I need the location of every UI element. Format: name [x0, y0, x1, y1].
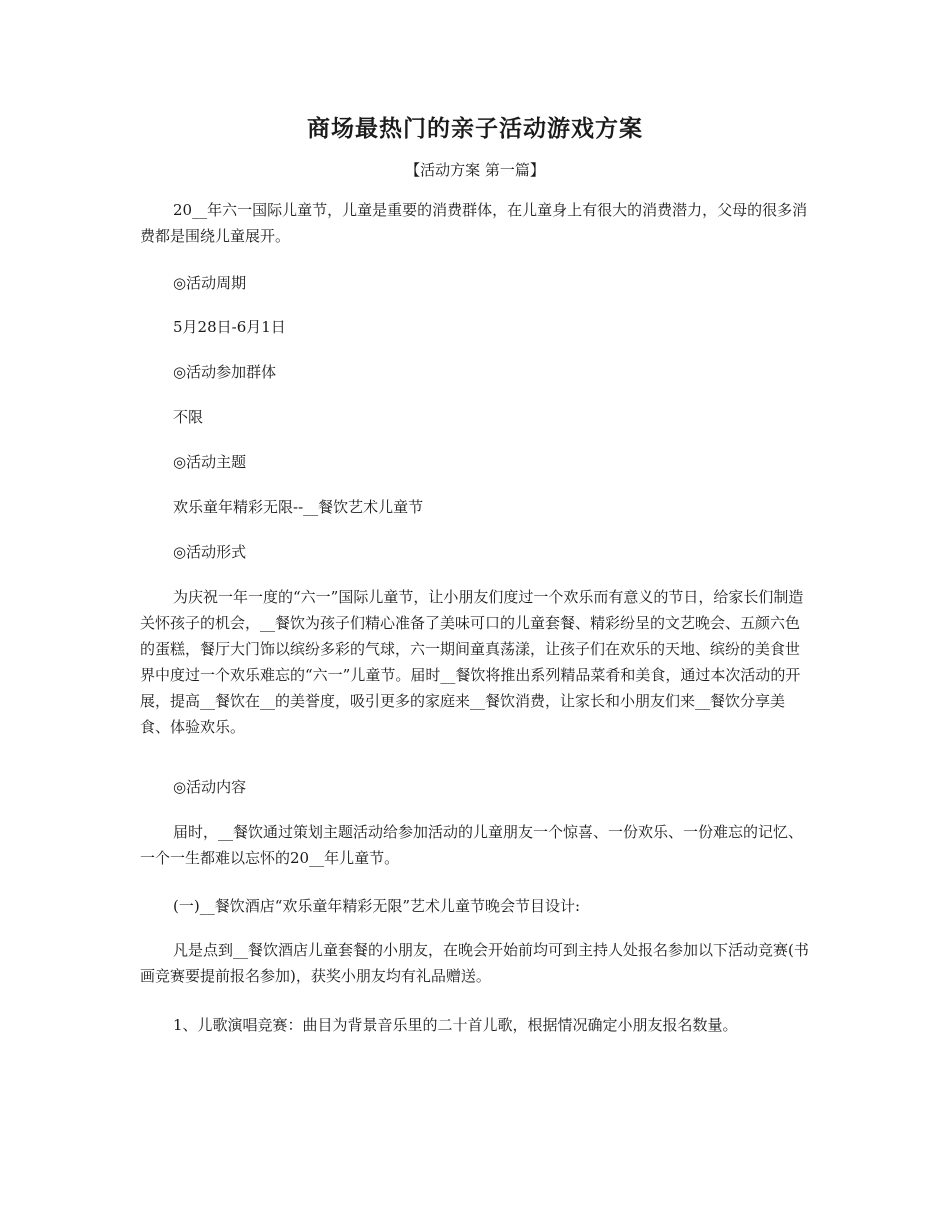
section-heading-audience: ◎活动参加群体: [173, 363, 277, 381]
content-paragraph: 届时，__餐饮通过策划主题活动给参加活动的儿童朋友一个惊喜、一份欢乐、一份难忘的记忆、一个一生都难以忘怀的20__年儿童节。: [140, 823, 804, 867]
audience-value: 不限: [173, 408, 204, 426]
section-heading-format: ◎活动形式: [173, 543, 247, 561]
signup-paragraph: 凡是点到__餐饮酒店儿童套餐的小朋友，在晚会开始前均可到主持人处报名参加以下活动竞赛(书画竞赛要提前报名参加)，获奖小朋友均有礼品赠送。: [140, 941, 809, 985]
section-heading-content: ◎活动内容: [173, 778, 247, 796]
period-value: 5月28日-6月1日: [173, 318, 286, 336]
sub-section-heading-1: (一)__餐饮酒店“欢乐童年精彩无限”艺术儿童节晚会节目设计:: [173, 897, 581, 915]
theme-value: 欢乐童年精彩无限--__餐饮艺术儿童节: [173, 498, 424, 516]
document-title: 商场最热门的亲子活动游戏方案: [307, 115, 643, 142]
section-heading-period: ◎活动周期: [173, 274, 247, 292]
list-item-1: 1、儿歌演唱竞赛：曲目为背景音乐里的二十首儿歌，根据情况确定小朋友报名数量。: [173, 1016, 738, 1034]
intro-paragraph: 20__年六一国际儿童节，儿童是重要的消费群体，在儿童身上有很大的消费潜力，父母的很多消费都是围绕儿童展开。: [140, 201, 808, 245]
format-paragraph: 为庆祝一年一度的“六一”国际儿童节，让小朋友们度过一个欢乐而有意义的节日，给家长们制造关怀孩子的机会，__餐饮为孩子们精心准备了美味可口的儿童套餐、精彩纷呈的文艺晚会、五颜六色的蛋糕，餐厅大门饰以缤纷多彩的气球，六一期间童真荡漾，让孩子们在欢乐的天地、缤纷的美食世界中度过一个欢乐难忘的“六一”儿童节。届时__餐饮将推出系列精品菜肴和美食，通过本次活动的开展，提高__餐饮在__的美誉度，吸引更多的家庭来__餐饮消费，让家长和小朋友们来__餐饮分享美食、体验欢乐。: [140, 588, 804, 736]
document-subtitle: 【活动方案 第一篇】: [405, 161, 545, 179]
section-heading-theme: ◎活动主题: [173, 453, 247, 471]
